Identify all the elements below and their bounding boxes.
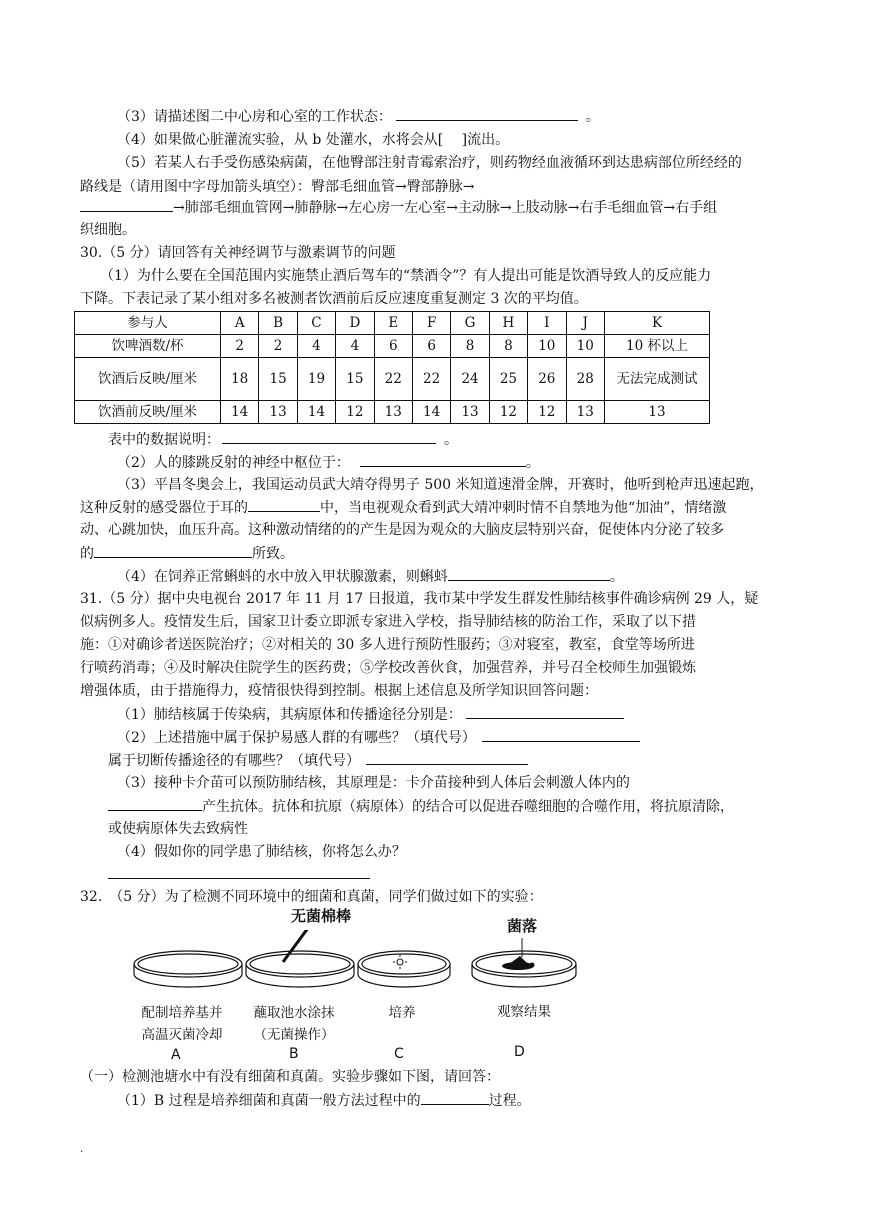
petri-dish-figure bbox=[128, 930, 578, 1000]
table-cell: 2 bbox=[221, 335, 259, 358]
table-cell: 19 bbox=[297, 358, 335, 401]
table-row bbox=[75, 401, 710, 424]
answer-line[interactable] bbox=[108, 878, 370, 879]
q29-p4: （4）如果做心脏灌流实验，从 b 处灌水，水将会从[ ]流出。 bbox=[117, 132, 510, 148]
table-cell: 12 bbox=[528, 401, 566, 424]
q30-table-note: 表中的数据说明： 。 bbox=[108, 429, 458, 450]
step-letter-b: B bbox=[289, 1046, 299, 1062]
table-cell: 15 bbox=[259, 358, 297, 401]
table-cell: 15 bbox=[336, 358, 374, 401]
answer-blank[interactable] bbox=[421, 1090, 489, 1105]
table-header-cell: H bbox=[489, 312, 527, 335]
step-c-label: 培养 bbox=[388, 1005, 416, 1021]
q31-line4: 行喷药消毒；④及时解决住院学生的医药费；⑤学校改善伙食，加强营养，并号召全校师生加强锻炼 bbox=[80, 660, 696, 676]
table-cell: 8 bbox=[489, 335, 527, 358]
q31-p2: （2）上述措施中属于保护易感人群的有哪些？（填代号） bbox=[117, 727, 640, 748]
table-cell: 无法完成测试 bbox=[605, 358, 710, 401]
petri-dish-b bbox=[246, 951, 354, 987]
q30-p3-line3: 动、心跳加快，血压升高。这种激动情绪的的产生是因为观众的大脑皮层特别兴奋，促使体内分泌了较多 bbox=[80, 522, 724, 538]
table-cell: 10 bbox=[566, 335, 604, 358]
answer-blank[interactable] bbox=[396, 106, 578, 121]
q30-p1-line1: （1）为什么要在全国范围内实施禁止酒后驾车的“禁酒令”？有人提出可能是饮酒导致人的反应能力 bbox=[100, 268, 712, 284]
q31-p3-line2: 产生抗体。抗体和抗原（病原体）的结合可以促进吞噬细胞的合噬作用，将抗原清除， bbox=[108, 796, 734, 817]
step-d-label: 观察结果 bbox=[497, 1004, 551, 1020]
q30-p1-line2: 下降。下表记录了某小组对多名被测者饮酒前后反应速度重复测定 3 次的平均值。 bbox=[80, 291, 588, 307]
table-cell: 24 bbox=[451, 358, 489, 401]
q31-line1: 31.（5 分）据中央电视台 2017 年 11 月 17 日报道，我市某中学发生群发性肺结核事件确诊病例 29 人，疑 bbox=[80, 591, 759, 607]
q31-line3: 施：①对确诊者送医院治疗；②对相关的 30 多人进行预防性服药；③对寝室，教室，食堂等场所进 bbox=[80, 637, 695, 653]
table-cell: 13 bbox=[374, 401, 412, 424]
table-header-cell: C bbox=[297, 312, 335, 335]
table-header-row bbox=[75, 312, 710, 335]
table-cell: 14 bbox=[221, 401, 259, 424]
answer-blank[interactable] bbox=[222, 429, 436, 444]
table-cell: 25 bbox=[489, 358, 527, 401]
q32-part1-heading: （一）检测池塘水中有没有细菌和真菌。实验步骤如下图，请回答： bbox=[80, 1069, 500, 1085]
table-row bbox=[75, 335, 710, 358]
table-cell: 10 杯以上 bbox=[605, 335, 710, 358]
table-header-cell: 参与人 bbox=[75, 312, 221, 335]
table-header-cell: K bbox=[605, 312, 710, 335]
step-letter-d: D bbox=[514, 1044, 525, 1060]
table-cell: 13 bbox=[451, 401, 489, 424]
table-cell: 18 bbox=[221, 358, 259, 401]
swab-label: 无菌棉棒 bbox=[291, 907, 352, 925]
row-label: 饮啤酒数/杯 bbox=[75, 335, 221, 358]
table-cell: 6 bbox=[412, 335, 450, 358]
table-header-cell: G bbox=[451, 312, 489, 335]
step-letter-c: C bbox=[394, 1046, 404, 1062]
table-header-cell: E bbox=[374, 312, 412, 335]
q32-heading: 32. （5 分）为了检测不同环境中的细菌和真菌，同学们做过如下的实验： bbox=[80, 889, 543, 905]
answer-blank[interactable] bbox=[108, 796, 202, 811]
row-label: 饮酒后反映/厘米 bbox=[75, 358, 221, 401]
q31-p4: （4）假如你的同学患了肺结核，你将怎么办？ bbox=[117, 844, 406, 860]
table-cell: 14 bbox=[412, 401, 450, 424]
q31-p1: （1）肺结核属于传染病，其病原体和传播途径分别是： bbox=[117, 704, 624, 725]
q29-p5-line2: 路线是（请用图中字母加箭头填空）：臀部毛细血管→臀部静脉→ bbox=[80, 179, 475, 195]
table-cell: 6 bbox=[374, 335, 412, 358]
table-cell: 4 bbox=[336, 335, 374, 358]
step-a-label: 配制培养基并 高温灭菌冷却 bbox=[141, 1005, 223, 1043]
answer-blank[interactable] bbox=[360, 452, 526, 467]
answer-blank[interactable] bbox=[466, 704, 624, 719]
q31-p2b: 属于切断传播途径的有哪些？（填代号） bbox=[108, 750, 528, 771]
table-header-cell: J bbox=[566, 312, 604, 335]
petri-dish-a bbox=[134, 951, 242, 987]
q29-p5-line3: →肺部毛细血管网→肺静脉→左心房一左心室→主动脉→上肢动脉→右手毛细血管→右手组 bbox=[80, 197, 717, 218]
q29-p5-line1: （5）若某人右手受伤感染病菌，在他臀部注射青霉索治疗，则药物经血液循环到达患病部位所经经的 bbox=[117, 155, 742, 171]
table-cell: 2 bbox=[259, 335, 297, 358]
q30-heading: 30.（5 分）请回答有关神经调节与激素调节的问题 bbox=[80, 245, 396, 261]
footer-dot: . bbox=[80, 1144, 84, 1155]
colony-label: 菌落 bbox=[507, 917, 538, 935]
table-row bbox=[75, 358, 710, 401]
table-cell: 26 bbox=[528, 358, 566, 401]
answer-blank[interactable] bbox=[448, 566, 610, 581]
petri-dish-c bbox=[358, 951, 450, 987]
answer-blank[interactable] bbox=[80, 197, 173, 212]
row-label: 饮酒前反映/厘米 bbox=[75, 401, 221, 424]
q30-p3-line4: 的 所致。 bbox=[80, 543, 294, 564]
q31-line5: 增强体质，由于措施得力，疫情很快得到控制。根据上述信息及所学知识回答问题： bbox=[80, 683, 598, 699]
table-cell: 13 bbox=[259, 401, 297, 424]
q29-p3: （3）请描述图二中心房和心室的工作状态： 。 bbox=[117, 106, 600, 127]
q29-p5-line4: 织细胞。 bbox=[80, 222, 136, 238]
step-letter-a: A bbox=[171, 1047, 181, 1063]
q31-p3-line3: 或使病原体失去致病性 bbox=[108, 821, 248, 837]
table-cell: 4 bbox=[297, 335, 335, 358]
table-cell: 8 bbox=[451, 335, 489, 358]
table-cell: 12 bbox=[489, 401, 527, 424]
answer-blank[interactable] bbox=[366, 750, 528, 765]
table-cell: 22 bbox=[412, 358, 450, 401]
table-cell: 28 bbox=[566, 358, 604, 401]
q31-p3-line1: （3）接种卡介苗可以预防肺结核，其原理是：卡介苗接种到人体后会刺激人体内的 bbox=[117, 775, 630, 791]
answer-blank[interactable] bbox=[248, 497, 320, 512]
q30-p4: （4）在饲养正常蝌蚪的水中放入甲状腺激素，则蝌蚪 。 bbox=[117, 566, 624, 587]
table-header-cell: A bbox=[221, 312, 259, 335]
q31-line2: 似病例多人。疫情发生后，国家卫计委立即派专家进入学校，指导肺结核的防治工作，采取了以下措 bbox=[80, 614, 696, 630]
table-cell: 10 bbox=[528, 335, 566, 358]
reaction-data-table bbox=[74, 311, 710, 424]
table-cell: 13 bbox=[605, 401, 710, 424]
table-cell: 22 bbox=[374, 358, 412, 401]
answer-blank[interactable] bbox=[94, 543, 252, 558]
table-cell: 14 bbox=[297, 401, 335, 424]
q30-p3-line1: （3）平昌冬奥会上，我国运动员武大靖夺得男子 500 米知道速滑金牌，开赛时，他听到枪声迅速起跑， bbox=[117, 477, 764, 493]
table-header-cell: F bbox=[412, 312, 450, 335]
q32-p1: （1）B 过程是培养细菌和真菌一般方法过程中的 过程。 bbox=[117, 1090, 531, 1111]
table-header-cell: D bbox=[336, 312, 374, 335]
table-cell: 13 bbox=[566, 401, 604, 424]
answer-blank[interactable] bbox=[482, 727, 640, 742]
q30-p2: （2）人的膝跳反射的神经中枢位于： 。 bbox=[117, 452, 540, 473]
step-b-label: 蘸取池水涂抹 （无菌操作） bbox=[253, 1005, 335, 1043]
table-header-cell: I bbox=[528, 312, 566, 335]
table-header-cell: B bbox=[259, 312, 297, 335]
q30-p3-line2: 这种反射的感受器位于耳的 中，当电视观众看到武大靖冲刺时情不自禁地为他“加油”，情绪激 bbox=[80, 497, 726, 518]
table-cell: 12 bbox=[336, 401, 374, 424]
